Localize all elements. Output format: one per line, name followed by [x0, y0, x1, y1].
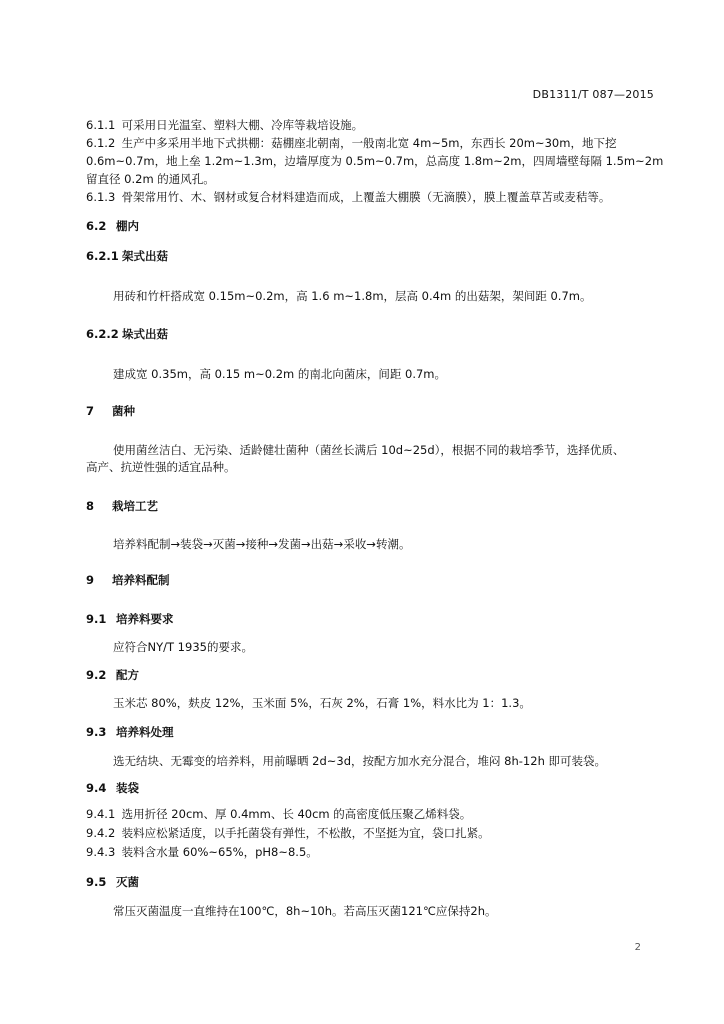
heading-title: 培养料要求 — [116, 612, 174, 626]
heading-9-1 — [86, 611, 174, 627]
clause-6-1-2-line3: 留直径 0.2m 的通风孔。 — [86, 172, 215, 186]
heading-9-3 — [86, 724, 174, 740]
paragraph-9-1: 应符合NY/T 1935的要求。 — [113, 640, 253, 654]
clause-6-1-3 — [86, 189, 610, 205]
heading-number: 9 — [86, 573, 95, 587]
heading-title: 培养料配制 — [112, 573, 170, 587]
paragraph-6-2-1: 用砖和竹杆搭成宽 0.15m~0.2m，高 1.6 m~1.8m，层高 0.4m 的出菇架，架间距 0.7m。 — [113, 289, 592, 303]
clause-text: 可采用日光温室、塑料大棚、冷库等栽培设施。 — [121, 118, 364, 132]
heading-9-2 — [86, 667, 139, 683]
heading-6-2-2 — [86, 326, 168, 342]
clause-6-1-1 — [86, 117, 363, 133]
heading-number: 8 — [86, 499, 95, 513]
heading-8 — [86, 498, 158, 514]
heading-6-2 — [86, 218, 139, 234]
clause-number: 9.4.1 — [86, 807, 116, 821]
heading-title: 棚内 — [116, 219, 140, 233]
paragraph-6-2-2: 建成宽 0.35m，高 0.15 m~0.2m 的南北向菌床，间距 0.7m。 — [113, 367, 447, 381]
clause-number: 9.4.3 — [86, 845, 116, 859]
heading-number: 7 — [86, 404, 95, 418]
heading-number: 6.2.2 — [86, 327, 119, 341]
heading-title: 栽培工艺 — [112, 499, 159, 513]
heading-title: 垛式出菇 — [122, 327, 169, 341]
clause-number: 9.4.2 — [86, 826, 116, 840]
heading-number: 6.2 — [86, 219, 107, 233]
heading-number: 9.4 — [86, 781, 107, 795]
paragraph-7-line1: 使用菌丝洁白、无污染、适龄健壮菌种（菌丝长满后 10d~25d），根据不同的栽培季节，选择优质、 — [113, 443, 625, 457]
heading-title: 架式出菇 — [122, 249, 169, 263]
clause-number: 6.1.1 — [86, 118, 116, 132]
heading-number: 9.1 — [86, 612, 107, 626]
heading-title: 菌种 — [112, 404, 136, 418]
paragraph-9-2: 玉米芯 80%，麸皮 12%，玉米面 5%，石灰 2%，石膏 1%，料水比为 1：1.3。 — [113, 696, 531, 710]
document-code: DB1311/T 087—2015 — [532, 88, 654, 101]
clause-6-1-2 — [86, 135, 616, 151]
clause-text-line1: 生产中多采用半地下式拱棚：菇棚座北朝南，一般南北宽 4m~5m，东西长 20m~30m，地下挖 — [121, 136, 617, 150]
heading-number: 9.5 — [86, 875, 107, 889]
clause-number: 6.1.3 — [86, 190, 116, 204]
paragraph-9-3: 选无结块、无霉变的培养料，用前曝晒 2d~3d，按配方加水充分混合，堆闷 8h-12h 即可装袋。 — [113, 754, 607, 768]
heading-6-2-1 — [86, 248, 168, 264]
heading-title: 装袋 — [116, 781, 140, 795]
paragraph-8: 培养料配制→装袋→灭菌→接种→发菌→出菇→采收→转潮。 — [113, 537, 411, 551]
clause-6-1-2-line2: 0.6m~0.7m，地上垒 1.2m~1.3m，边墙厚度为 0.5m~0.7m，总高度 1.8m~2m，四周墙壁每隔 1.5m~2m — [86, 154, 664, 168]
heading-title: 灭菌 — [116, 875, 140, 889]
clause-text: 装料应松紧适度，以手托菌袋有弹性，不松散，不坚挺为宜，袋口扎紧。 — [121, 826, 490, 840]
clause-text: 装料含水量 60%~65%，pH8~8.5。 — [121, 845, 318, 859]
heading-9 — [86, 572, 170, 588]
clause-9-4-2 — [86, 825, 490, 841]
heading-9-4 — [86, 780, 139, 796]
heading-title: 配方 — [116, 668, 140, 682]
heading-title: 培养料处理 — [116, 725, 174, 739]
clause-text: 选用折径 20cm、厚 0.4mm、长 40cm 的高密度低压聚乙烯料袋。 — [121, 807, 472, 821]
clause-9-4-3 — [86, 844, 318, 860]
clause-text: 骨架常用竹、木、钢材或复合材料建造而成，上覆盖大棚膜（无滴膜），膜上覆盖草苫或麦秸等。 — [121, 190, 611, 204]
paragraph-7-line2: 高产、抗逆性强的适宜品种。 — [86, 460, 236, 474]
paragraph-9-5: 常压灭菌温度一直维持在100℃，8h~10h。若高压灭菌121℃应保持2h。 — [113, 904, 497, 918]
clause-number: 6.1.2 — [86, 136, 116, 150]
heading-number: 6.2.1 — [86, 249, 119, 263]
page-number: 2 — [634, 942, 641, 953]
heading-number: 9.2 — [86, 668, 107, 682]
heading-9-5 — [86, 874, 139, 890]
clause-9-4-1 — [86, 806, 471, 822]
heading-7 — [86, 403, 135, 419]
heading-number: 9.3 — [86, 725, 107, 739]
